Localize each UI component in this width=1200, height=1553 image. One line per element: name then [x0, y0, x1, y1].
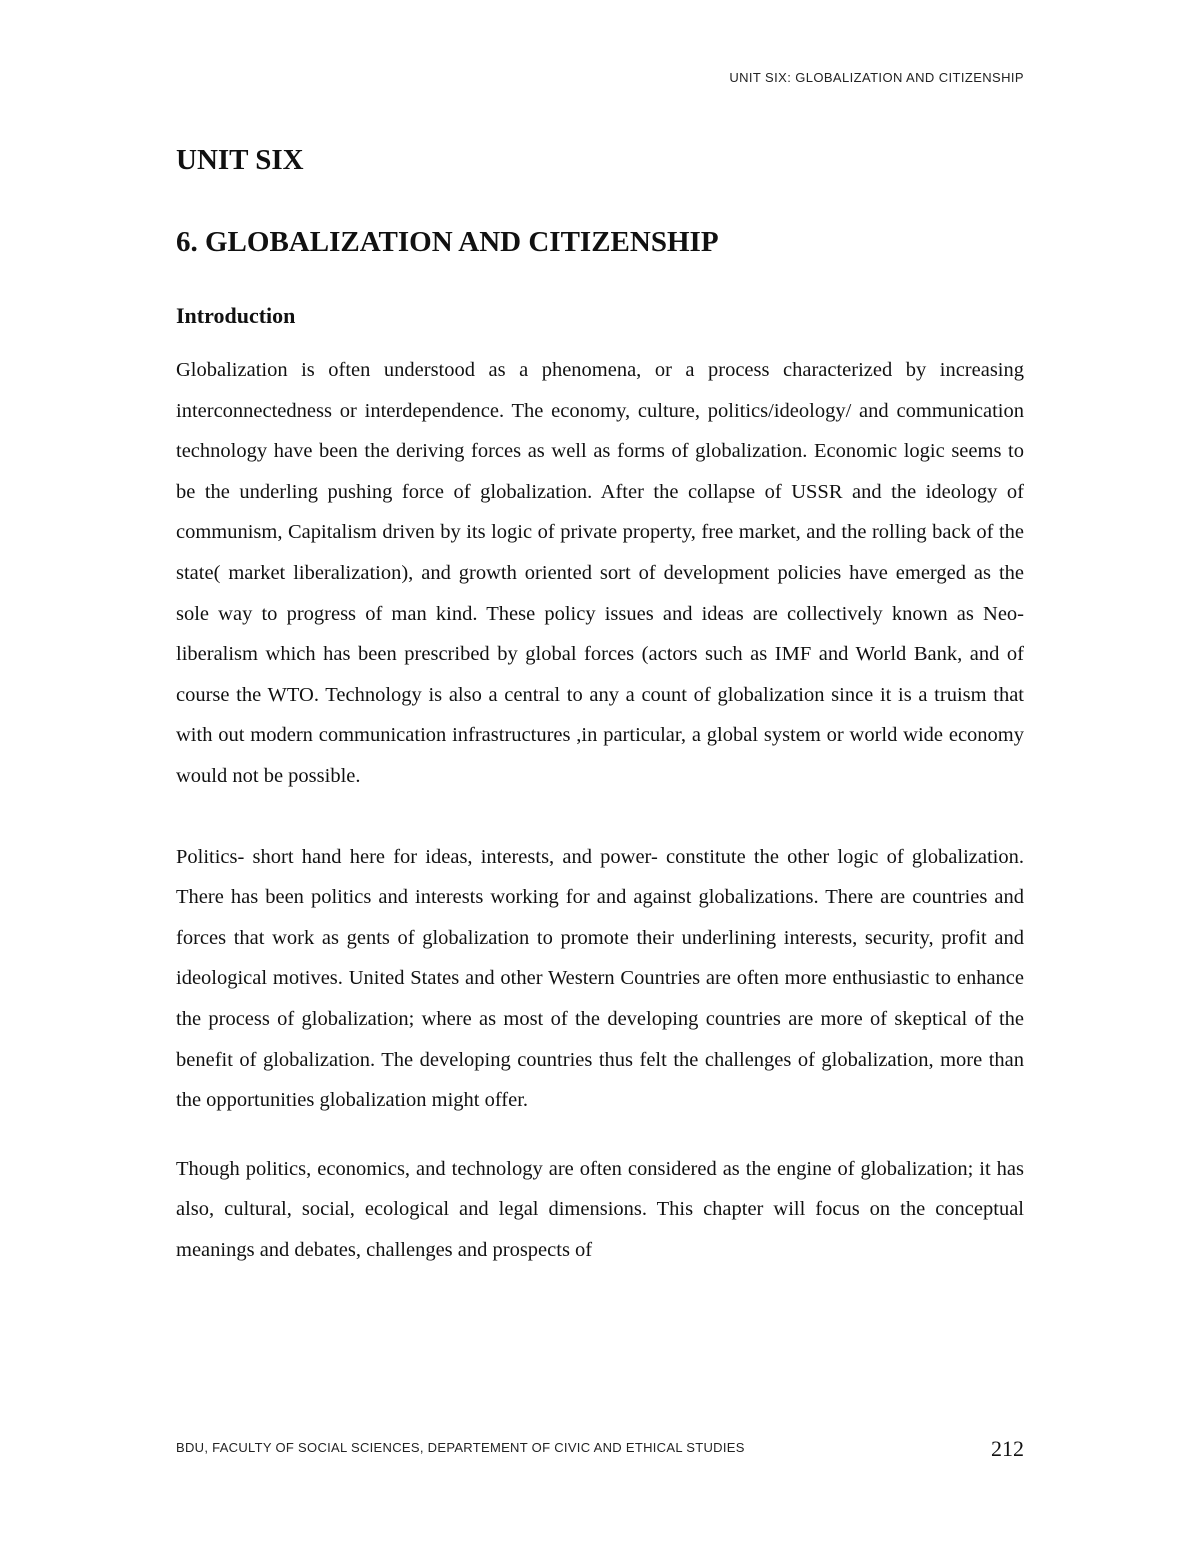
page-content	[176, 140, 1024, 1310]
running-header: UNIT SIX: GLOBALIZATION AND CITIZENSHIP	[729, 70, 1024, 85]
page-footer	[176, 1432, 1024, 1472]
section-heading-introduction: Introduction	[176, 303, 296, 328]
chapter-title: 6. GLOBALIZATION AND CITIZENSHIP	[176, 226, 719, 258]
unit-title: UNIT SIX	[176, 144, 304, 176]
paragraph: Politics- short hand here for ideas, interests, and power- constitute the other logic of globalization. There has been politics and interests working for and against globalizations. There are countries and forces that work as gents of globalization to promote their underlining interests, security, profit and ideological motives. United States and other Western Countries are often more enthusiastic to enhance the process of globalization; where as most of the developing countries are more of skeptical of the benefit of globalization. The developing countries thus felt the challenges of globalization, more than the opportunities globalization might offer.	[176, 845, 1024, 1112]
paragraph: Though politics, economics, and technology are often considered as the engine of globalization; it has also, cultural, social, ecological and legal dimensions. This chapter will focus on the conceptual meanings and debates, challenges and prospects of	[176, 1157, 1024, 1261]
paragraph: Globalization is often understood as a phenomena, or a process characterized by increasing interconnectedness or interdependence. The economy, culture, politics/ideology/ and communication technology have been the deriving forces as well as forms of globalization. Economic logic seems to be the underling pushing force of globalization. After the collapse of USSR and the ideology of communism, Capitalism driven by its logic of private property, free market, and the rolling back of the state( market liberalization), and growth oriented sort of development policies have emerged as the sole way to progress of man kind. These policy issues and ideas are collectively known as Neo-liberalism which has been prescribed by global forces (actors such as IMF and World Bank, and of course the WTO. Technology is also a central to any a count of globalization since it is a truism that with out modern communication infrastructures ,in particular, a global system or world wide economy would not be possible.	[176, 359, 1024, 787]
footer-institution: BDU, FACULTY OF SOCIAL SCIENCES, DEPARTEMENT OF CIVIC AND ETHICAL STUDIES	[176, 1440, 745, 1455]
page-number: 212	[991, 1436, 1024, 1461]
